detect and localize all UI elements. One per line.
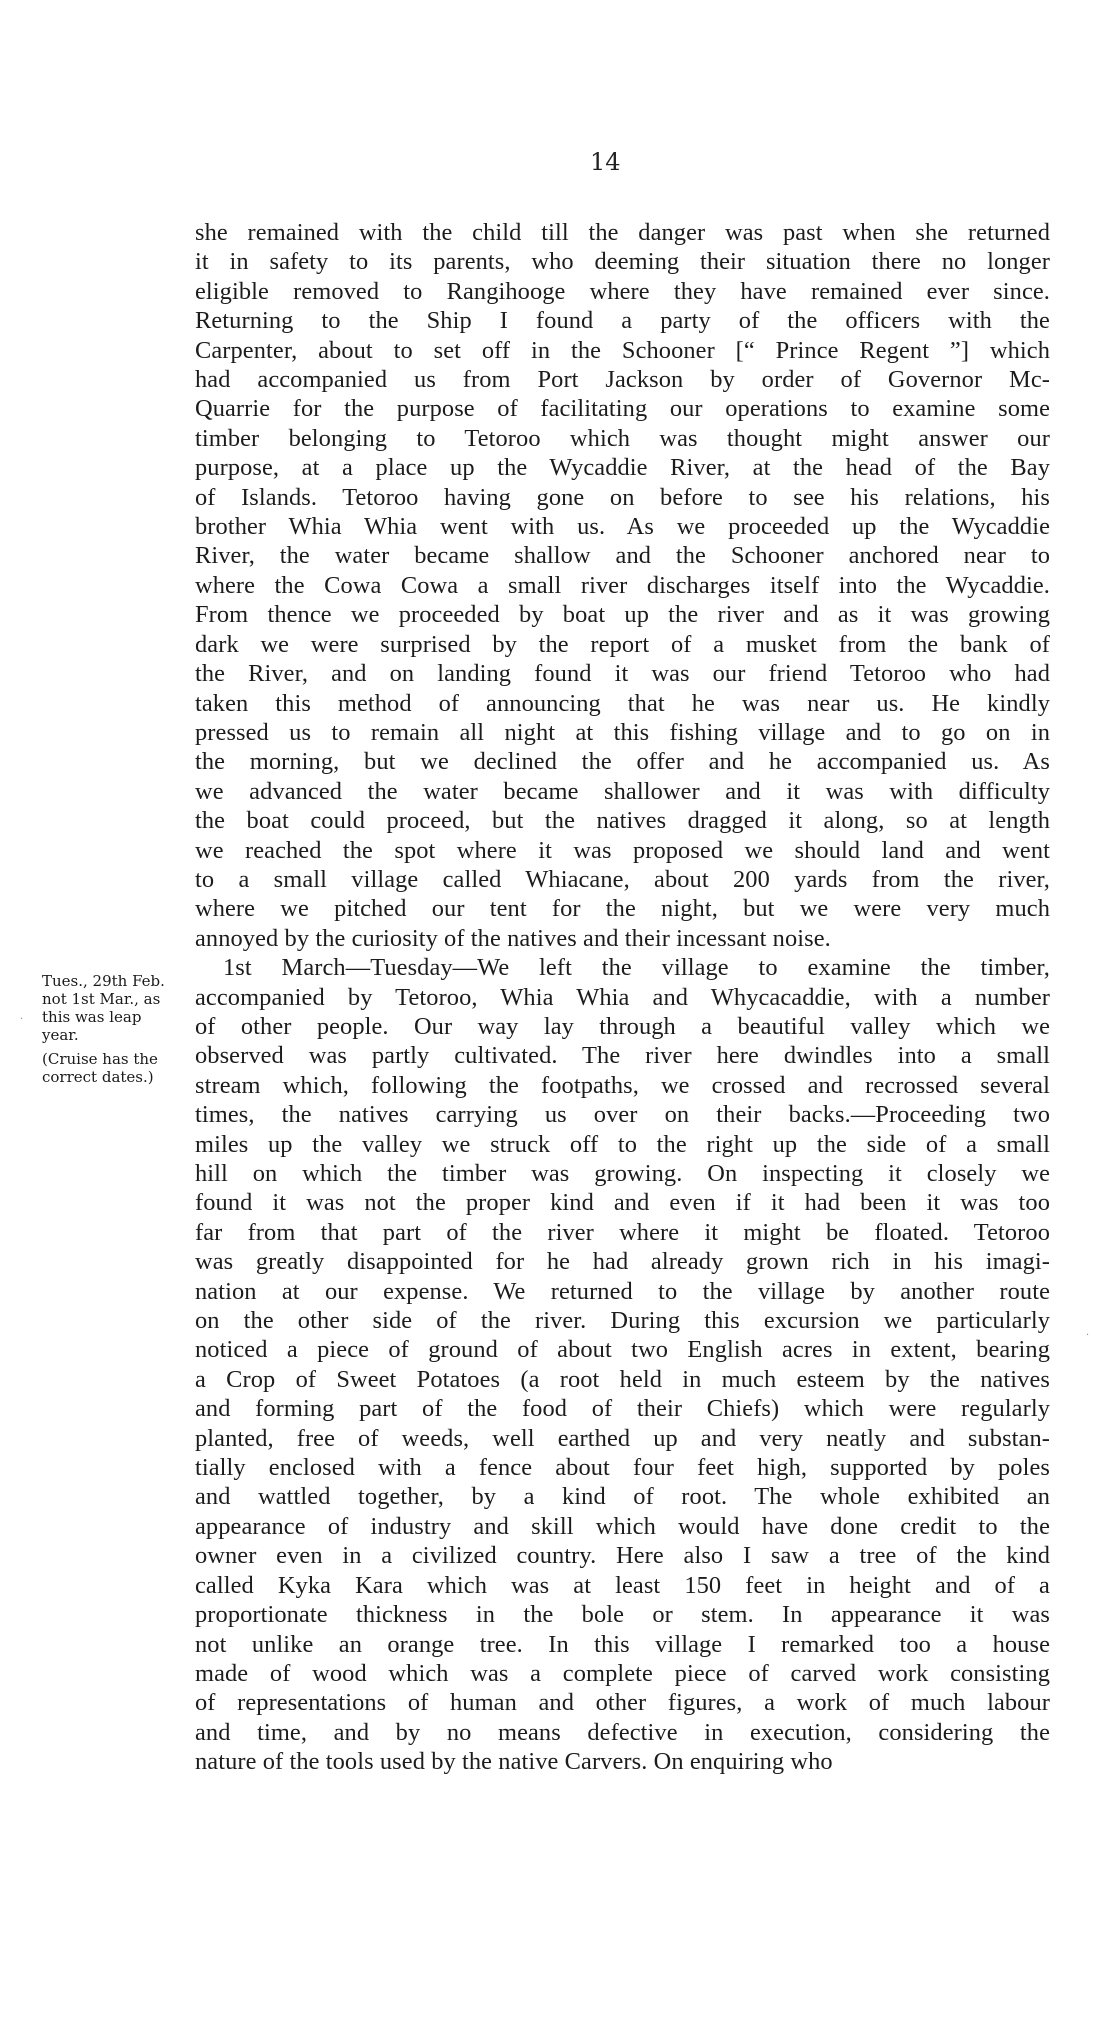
- margin-note-line: year.: [42, 1026, 79, 1044]
- text-line: accompanied by Tetoroo, Whia Whia and Whycacaddie, with a number: [195, 983, 1050, 1011]
- text-line: hill on which the timber was growing. On inspecting it closely we: [195, 1160, 1050, 1187]
- text-line: stream which, following the footpaths, we crossed and recrossed several: [195, 1071, 1050, 1099]
- text-line: of other people. Our way lay through a beautiful valley which we: [195, 1012, 1050, 1040]
- text-line: taken this method of announcing that he was near us. He kindly: [195, 689, 1050, 717]
- text-line: a Crop of Sweet Potatoes (a root held in much esteem by the natives: [195, 1365, 1050, 1393]
- text-line: annoyed by the curiosity of the natives and their incessant noise.: [195, 924, 831, 952]
- stray-ink-mark: ·: [20, 1014, 24, 1025]
- text-line: the River, and on landing found it was our friend Tetoroo who had: [195, 660, 1050, 688]
- margin-note-line: not 1st Mar., as: [42, 990, 161, 1008]
- text-line: was greatly disappointed for he had already grown rich in his imagi-: [195, 1248, 1050, 1276]
- text-line: we advanced the water became shallower and it was with difficulty: [195, 777, 1050, 805]
- text-line: pressed us to remain all night at this fishing village and to go on in: [195, 718, 1050, 746]
- text-line: Carpenter, about to set off in the Schooner [“ Prince Regent ”] which: [195, 336, 1050, 364]
- text-line: on the other side of the river. During this excursion we particularly: [195, 1307, 1050, 1335]
- paragraph-1: [195, 218, 1050, 953]
- text-line: had accompanied us from Port Jackson by order of Governor Mc-: [195, 366, 1050, 394]
- text-line: and time, and by no means defective in execution, considering the: [195, 1718, 1050, 1746]
- text-line: From thence we proceeded by boat up the river and as it was growing: [195, 601, 1050, 629]
- text-line: she remained with the child till the danger was past when she returned: [195, 219, 1050, 246]
- text-line: tially enclosed with a fence about four feet high, supported by poles: [195, 1454, 1050, 1482]
- text-line: where the Cowa Cowa a small river discharges itself into the Wycaddie.: [195, 571, 1050, 599]
- text-line: 1st March—Tuesday—We left the village to examine the timber,: [223, 954, 1050, 982]
- text-line: nation at our expense. We returned to the village by another route: [195, 1277, 1050, 1305]
- text-line: appearance of industry and skill which would have done credit to the: [195, 1512, 1050, 1540]
- paragraph-2: [195, 953, 1050, 1776]
- text-line: proportionate thickness in the bole or stem. In appearance it was: [195, 1601, 1050, 1629]
- margin-note-line: correct dates.): [42, 1068, 154, 1086]
- text-line: miles up the valley we struck off to the right up the side of a small: [195, 1130, 1050, 1158]
- stray-ink-mark: ·: [1086, 1330, 1090, 1341]
- text-line: far from that part of the river where it might be floated. Tetoroo: [195, 1218, 1050, 1246]
- text-line: purpose, at a place up the Wycaddie River, at the head of the Bay: [195, 454, 1050, 482]
- text-line: the boat could proceed, but the natives dragged it along, so at length: [195, 807, 1050, 835]
- text-line: planted, free of weeds, well earthed up and very neatly and substan-: [195, 1424, 1050, 1452]
- text-line: not unlike an orange tree. In this village I remarked too a house: [195, 1630, 1050, 1658]
- margin-note-line: Tues., 29th Feb.: [42, 972, 165, 990]
- text-line: nature of the tools used by the native Carvers. On enquiring who: [195, 1748, 833, 1776]
- margin-note-cruise-reference: [42, 1050, 207, 1086]
- text-line: brother Whia Whia went with us. As we proceeded up the Wycaddie: [195, 513, 1050, 541]
- text-line: times, the natives carrying us over on their backs.—Proceeding two: [195, 1101, 1050, 1129]
- text-line: eligible removed to Rangihooge where they have remained ever since.: [195, 277, 1050, 305]
- page-number: 14: [590, 148, 621, 176]
- text-line: Returning to the Ship I found a party of the officers with the: [195, 307, 1050, 335]
- text-line: we reached the spot where it was proposed we should land and went: [195, 836, 1050, 864]
- text-line: and wattled together, by a kind of root. The whole exhibited an: [195, 1483, 1050, 1511]
- text-line: timber belonging to Tetoroo which was thought might answer our: [195, 424, 1050, 452]
- text-line: of representations of human and other figures, a work of much labour: [195, 1689, 1050, 1717]
- text-line: of Islands. Tetoroo having gone on before to see his relations, his: [195, 483, 1050, 511]
- text-line: noticed a piece of ground of about two English acres in extent, bearing: [195, 1336, 1050, 1364]
- text-line: called Kyka Kara which was at least 150 feet in height and of a: [195, 1571, 1050, 1599]
- text-line: made of wood which was a complete piece of carved work consisting: [195, 1659, 1050, 1687]
- text-line: it in safety to its parents, who deeming their situation there no longer: [195, 248, 1050, 276]
- margin-note-line: (Cruise has the: [42, 1050, 158, 1068]
- margin-note-date-correction: [42, 972, 207, 1044]
- text-line: observed was partly cultivated. The river here dwindles into a small: [195, 1042, 1050, 1070]
- text-line: found it was not the proper kind and even if it had been it was too: [195, 1189, 1050, 1217]
- body-text: [195, 218, 1050, 1777]
- text-line: dark we were surprised by the report of a musket from the bank of: [195, 630, 1050, 658]
- text-line: River, the water became shallow and the Schooner anchored near to: [195, 542, 1050, 570]
- text-line: Quarrie for the purpose of facilitating our operations to examine some: [195, 395, 1050, 423]
- text-line: the morning, but we declined the offer and he accompanied us. As: [195, 748, 1050, 776]
- margin-note-line: this was leap: [42, 1008, 142, 1026]
- text-line: and forming part of the food of their Chiefs) which were regularly: [195, 1395, 1050, 1423]
- text-line: where we pitched our tent for the night, but we were very much: [195, 895, 1050, 923]
- text-line: owner even in a civilized country. Here also I saw a tree of the kind: [195, 1542, 1050, 1570]
- text-line: to a small village called Whiacane, about 200 yards from the river,: [195, 865, 1050, 893]
